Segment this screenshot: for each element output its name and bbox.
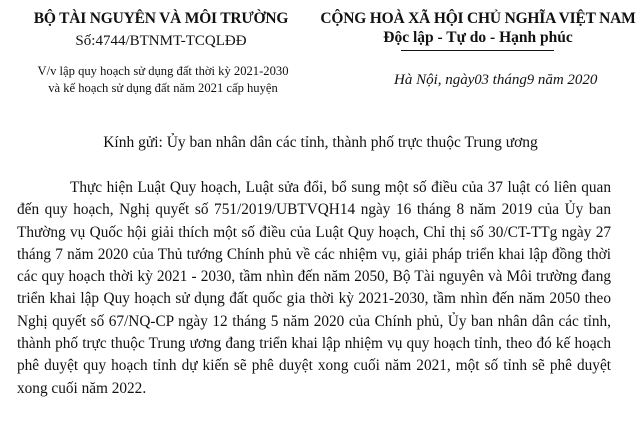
ministry-name: BỘ TÀI NGUYÊN VÀ MÔI TRƯỜNG <box>33 10 289 27</box>
dateline <box>394 72 597 89</box>
body-paragraph: Thực hiện Luật Quy hoạch, Luật sửa đổi, bổ sung một số điều của 37 luật có liên quan đến quy hoạch, Nghị quyết số 751/2019/UBTVQH14 ngày 16 tháng 8 năm 2019 của Ủy ban Thường vụ Quốc hội giải thích một số điều của Luật Quy hoạch, Chỉ thị số 30/CT-TTg ngày 27 tháng 7 năm 2020 của Thủ tướng Chính phủ về các nhiệm vụ, giải pháp triển khai lập đồng thời các quy hoạch thời kỳ 2021 - 2030, tầm nhìn đến năm 2050, Bộ Tài nguyên và Môi trường đang triển khai lập Quy hoạch sử dụng đất quốc gia thời kỳ 2021-2030, tầm nhìn đến năm 2050 theo Nghị quyết số 67/NQ-CP ngày 12 tháng 5 năm 2020 của Chính phủ, Ủy ban nhân dân các tỉnh, thành phố trực thuộc Trung ương đang triển khai lập nhiệm vụ quy hoạch tỉnh, theo đó kế hoạch phê duyệt quy hoạch tỉnh dự kiến sẽ phê duyệt xong cuối năm 2021, một số tỉnh sẽ phê duyệt xong cuối năm 2022. <box>17 179 611 397</box>
document-summary-line: V/v lập quy hoạch sử dụng đất thời kỳ 2021-2030 <box>37 64 289 78</box>
document-number-value: 4744/BTNMT-TCQLĐĐ <box>95 33 247 49</box>
document-summary <box>8 63 318 97</box>
date-month-label: tháng <box>492 72 527 88</box>
recipient-line: Kính gửi: Ủy ban nhân dân các tỉnh, thành phố trực thuộc Trung ương <box>103 134 538 151</box>
document-number <box>30 33 292 50</box>
date-place: Hà Nội, ngày <box>394 72 475 88</box>
document-number-prefix: Số: <box>75 33 96 49</box>
national-motto: Độc lập - Tự do - Hạnh phúc <box>383 29 573 46</box>
date-year: năm 2020 <box>537 72 598 88</box>
date-month: 9 <box>526 72 535 88</box>
document-summary-line: và kế hoạch sử dụng đất năm 2021 cấp huyện <box>48 81 278 95</box>
motto-underline <box>401 50 554 51</box>
country-name: CỘNG HOÀ XÃ HỘI CHỦ NGHĨA VIỆT NAM <box>320 10 636 27</box>
date-day: 03 <box>474 72 489 88</box>
